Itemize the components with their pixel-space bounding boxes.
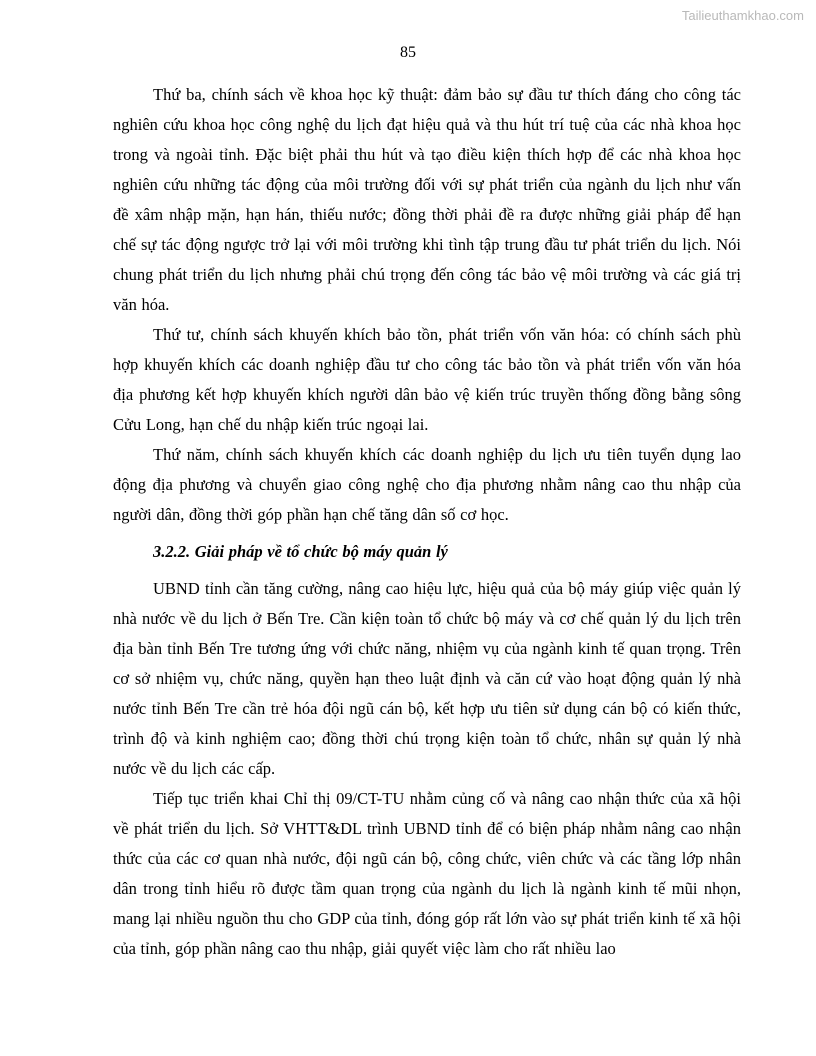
body-paragraph: UBND tỉnh cần tăng cường, nâng cao hiệu lực, hiệu quả của bộ máy giúp việc quản lý nhà nước về du lịch ở Bến Tre. Cần kiện toàn tổ chức bộ máy và cơ chế quản lý du lịch trên địa bàn tỉnh Bến Tre tương ứng với chức năng, nhiệm vụ của ngành kinh tế quan trọng. Trên cơ sở nhiệm vụ, chức năng, quyền hạn theo luật định và căn cứ vào hoạt động quản lý nhà nước tỉnh Bến Tre cần trẻ hóa đội ngũ cán bộ, kết hợp ưu tiên sử dụng cán bộ có kiến thức, trình độ và kinh nghiệm cao; đồng thời chú trọng kiện toàn tổ chức, nhân sự quản lý nhà nước về du lịch các cấp. (113, 579, 741, 778)
body-paragraph: Thứ ba, chính sách về khoa học kỹ thuật: đảm bảo sự đầu tư thích đáng cho công tác nghiên cứu khoa học công nghệ du lịch đạt hiệu quả và thu hút trí tuệ của các nhà khoa học trong và ngoài tỉnh. Đặc biệt phải thu hút và tạo điều kiện thích hợp để các nhà khoa học nghiên cứu những tác động của môi trường đối với sự phát triển của ngành du lịch như vấn đề xâm nhập mặn, hạn hán, thiếu nước; đồng thời phải đề ra được những giải pháp để hạn chế sự tác động ngược trở lại với môi trường khi tình tập trung đầu tư phát triển du lịch. Nói chung phát triển du lịch nhưng phải chú trọng đến công tác bảo vệ môi trường và các giá trị văn hóa. (113, 85, 741, 314)
watermark: Tailieuthamkhao.com (681, 8, 804, 23)
body-paragraph: Thứ tư, chính sách khuyến khích bảo tồn, phát triển vốn văn hóa: có chính sách phù hợp khuyến khích các doanh nghiệp đầu tư cho công tác bảo tồn và phát triển vốn văn hóa địa phương kết hợp khuyến khích người dân bảo vệ kiến trúc truyền thống đồng bằng sông Cửu Long, hạn chế du nhập kiến trúc ngoại lai. (113, 325, 741, 434)
document-content (113, 80, 741, 964)
body-paragraph: Tiếp tục triển khai Chỉ thị 09/CT-TU nhằm củng cố và nâng cao nhận thức của xã hội về phát triển du lịch. Sở VHTT&DL trình UBND tỉnh để có biện pháp nhằm nâng cao nhận thức của các cơ quan nhà nước, đội ngũ cán bộ, công chức, viên chức và các tầng lớp nhân dân trong tỉnh hiểu rõ được tầm quan trọng của ngành du lịch là ngành kinh tế mũi nhọn, mang lại nhiều nguồn thu cho GDP của tỉnh, đóng góp rất lớn vào sự phát triển kinh tế xã hội của tỉnh, góp phần nâng cao thu nhập, giải quyết việc làm cho rất nhiều lao (113, 789, 741, 958)
section-heading: 3.2.2. Giải pháp về tổ chức bộ máy quản lý (153, 542, 448, 561)
page-number: 85 (400, 44, 416, 61)
body-paragraph: Thứ năm, chính sách khuyến khích các doanh nghiệp du lịch ưu tiên tuyển dụng lao động địa phương và chuyển giao công nghệ cho địa phương nhằm nâng cao thu nhập của người dân, đồng thời góp phần hạn chế tăng dân số cơ học. (113, 445, 741, 524)
